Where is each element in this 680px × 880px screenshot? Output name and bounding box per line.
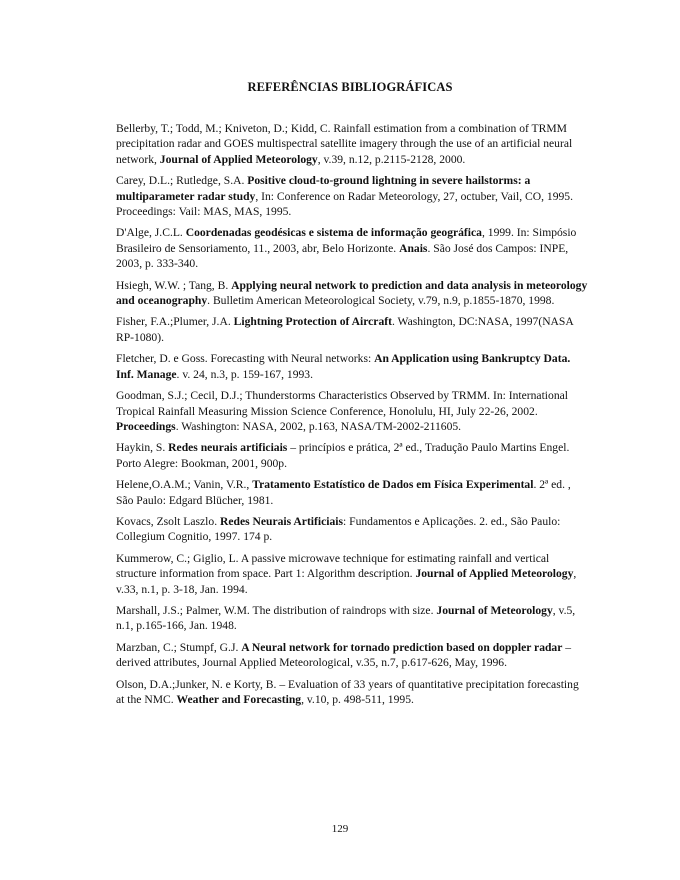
reference-entry [116,121,588,167]
reference-entry [116,388,588,434]
reference-text: . v. 24, n.3, p. 159-167, 1993. [176,367,313,381]
reference-text: , v.5, n.1, p.165-166, Jan. 1948. [116,603,576,633]
reference-text: . 2ª ed. , São Paulo: Edgard Blücher, 1981. [116,478,571,507]
reference-title: Lightning Protection of Aircraft [233,315,392,329]
reference-list [116,121,588,713]
reference-entry [116,314,588,345]
reference-entry [116,173,588,219]
reference-text: , In: Conference on Radar Meteorology, 27, octuber, Vail, CO, 1995. Proceedings: Vail: MAS, MAS, 1995. [116,189,573,219]
reference-title: Weather and Forecasting [176,693,302,706]
reference-text: Goodman, S.J.; Cecil, D.J.; Thunderstorms Characteristics Observed by TRMM. In: International Tropical Rainfall Measuring Mission Science Conference, Honolulu, HI, July 22-26, 2002. [116,389,568,418]
reference-text: Haykin, S. [116,441,169,455]
reference-text: Carey, D.L.; Rutledge, S.A. [116,174,248,188]
reference-title: Anais [399,241,428,255]
reference-text: Olson, D.A.;Junker, N. e Korty, B. – Evaluation of 33 years of quantitative precipitation forecasting at the NMC. [116,677,579,706]
reference-text: , v.10, p. 498-511, 1995. [301,693,414,706]
reference-title: Journal of Applied Meteorology [159,152,318,166]
reference-text: Kummerow, C.; Giglio, L. A passive microwave technique for estimating rainfall and vertical structure information from space. Part 1: Algorithm description. [116,551,550,581]
reference-entry [116,551,588,597]
reference-title: Redes Neurais Artificiais [220,514,344,528]
reference-text: – derived attributes, Journal Applied Meteorological, v.35, n.7, p.617-626, May, 1996. [116,640,572,670]
reference-entry [116,477,588,508]
reference-text: D'Alge, J.C.L. [116,226,186,240]
reference-text: , v.33, n.1, p. 3-18, Jan. 1994. [116,567,577,596]
reference-text: , v.39, n.12, p.2115-2128, 2000. [317,152,466,166]
reference-entry [116,440,588,471]
reference-text: Marzban, C.; Stumpf, G.J. [116,640,242,654]
page-number: 129 [331,823,349,835]
reference-title: Applying neural network to prediction and data analysis in meteorology and oceanography [116,278,588,308]
reference-text: Helene,O.A.M.; Vanin, V.R., [116,478,253,492]
reference-title: An Application using Bankruptcy Data. Inf. Manage [116,352,571,381]
reference-entry [116,225,588,271]
reference-title: Positive cloud-to-ground lightning in severe hailstorms: a multiparameter radar study [116,174,531,203]
reference-text: – princípios e prática, 2ª ed., Tradução Paulo Martins Engel. Porto Alegre: Bookman, 2001, 900p. [116,441,570,470]
reference-title: Proceedings [116,419,176,433]
reference-title: A Neural network for tornado prediction based on doppler radar [241,640,563,654]
reference-entry [116,514,588,545]
reference-text: , 1999. In: Simpósio Brasileiro de Sensoriamento, 11., 2003, abr, Belo Horizonte. [116,226,577,255]
reference-text: Fletcher, D. e Goss. Forecasting with Neural networks: [116,352,375,366]
reference-entry [116,278,588,309]
reference-entry [116,640,588,671]
reference-title: Coordenadas geodésicas e sistema de informação geográfica [185,226,482,240]
reference-title: Tratamento Estatístico de Dados em Física Experimental [252,478,534,492]
reference-text: Hsiegh, W.W. ; Tang, B. [116,278,232,292]
reference-text: . São José dos Campos: INPE, 2003, p. 333-340. [116,241,569,271]
reference-text: . Washington: NASA, 2002, p.163, NASA/TM-2002-211605. [175,419,462,433]
reference-title: Journal of Meteorology [436,603,553,617]
reference-text: . Bulletim American Meteorological Society, v.79, n.9, p.1855-1870, 1998. [207,294,555,308]
reference-entry [116,351,588,382]
reference-text: . Washington, DC:NASA, 1997(NASA RP-1080). [116,315,574,344]
reference-title: Journal of Applied Meteorology [415,567,574,581]
reference-title: Redes neurais artificiais [168,441,288,455]
reference-text: : Fundamentos e Aplicações. 2. ed., São Paulo: Collegium Cognitio, 1997. 174 p. [116,514,561,544]
reference-text: Bellerby, T.; Todd, M.; Kniveton, D.; Kidd, C. Rainfall estimation from a combination of TRMM precipitation radar and GOES multispectral satellite imagery through the use of an artificial neural network, [116,122,573,166]
reference-text: Fisher, F.A.;Plumer, J.A. [116,315,234,329]
page-title: REFERÊNCIAS BIBLIOGRÁFICAS [247,80,453,94]
reference-text: Kovacs, Zsolt Laszlo. [116,514,220,528]
reference-text: Marshall, J.S.; Palmer, W.M. The distribution of raindrops with size. [116,603,437,617]
reference-entry [116,603,588,634]
reference-entry [116,677,588,708]
